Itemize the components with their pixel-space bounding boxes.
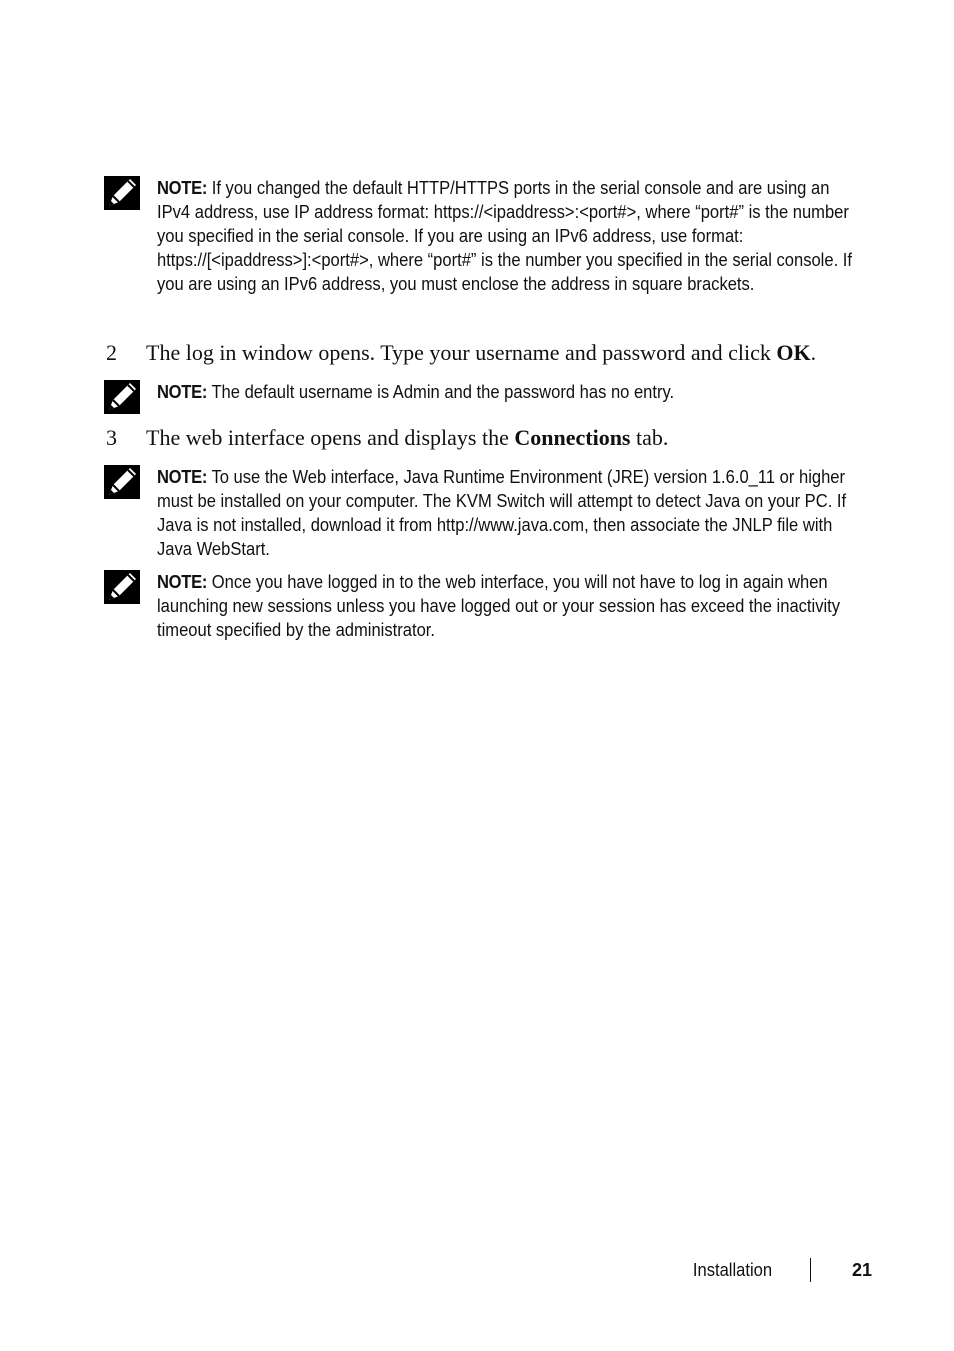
note-text <box>157 570 856 642</box>
step-number: 2 <box>106 340 117 365</box>
page-number: 21 <box>851 1260 872 1280</box>
footer-divider <box>810 1258 811 1282</box>
note-label: NOTE: <box>157 572 208 592</box>
note-body: Once you have logged in to the web interface, you will not have to log in again when launching new sessions unless you have logged out or your session has exceed the inactivity timeout specified by the administrator. <box>157 572 841 640</box>
note-text <box>157 380 856 404</box>
note-label: NOTE: <box>157 467 208 487</box>
note-label: NOTE: <box>157 382 208 402</box>
note-pencil-icon <box>104 380 140 414</box>
note-pencil-icon <box>104 570 140 604</box>
step-text: The web interface opens and displays the <box>146 425 515 450</box>
step-text-end: tab. <box>630 425 669 450</box>
note-pencil-icon <box>104 176 140 210</box>
note-2 <box>104 380 874 404</box>
note-text <box>157 465 856 561</box>
step-number: 3 <box>106 425 117 450</box>
step-text: The log in window opens. Type your username and password and click <box>146 340 777 365</box>
note-label: NOTE: <box>157 178 208 198</box>
footer-section-title: Installation <box>692 1260 772 1280</box>
step-bold-term: Connections <box>514 425 631 450</box>
note-1 <box>104 176 874 296</box>
note-body: If you changed the default HTTP/HTTPS ports in the serial console and are using an IPv4 address, use IP address format: https://<ipaddress>:<port#>, where “port#” is the number you specified in the serial console. If you are using an IPv6 address, use format: https://[<ipaddress>]:<port#>, where “port#” is the number you specified in the serial console. If you are using an IPv6 address, you must enclose the address in square brackets. <box>157 178 852 294</box>
note-pencil-icon <box>104 465 140 499</box>
note-3 <box>104 465 874 561</box>
step-2 <box>106 339 886 367</box>
note-body: The default username is Admin and the password has no entry. <box>207 382 675 402</box>
note-body: To use the Web interface, Java Runtime Environment (JRE) version 1.6.0_11 or higher must be installed on your computer. The KVM Switch will attempt to detect Java on your PC. If Java is not installed, download it from http://www.java.com, then associate the JNLP file with Java WebStart. <box>157 467 847 559</box>
step-bold-term: OK <box>776 340 811 365</box>
step-3 <box>106 424 886 452</box>
note-text <box>157 176 856 296</box>
note-4 <box>104 570 874 642</box>
page-footer <box>600 1258 880 1284</box>
step-text-end: . <box>810 340 817 365</box>
